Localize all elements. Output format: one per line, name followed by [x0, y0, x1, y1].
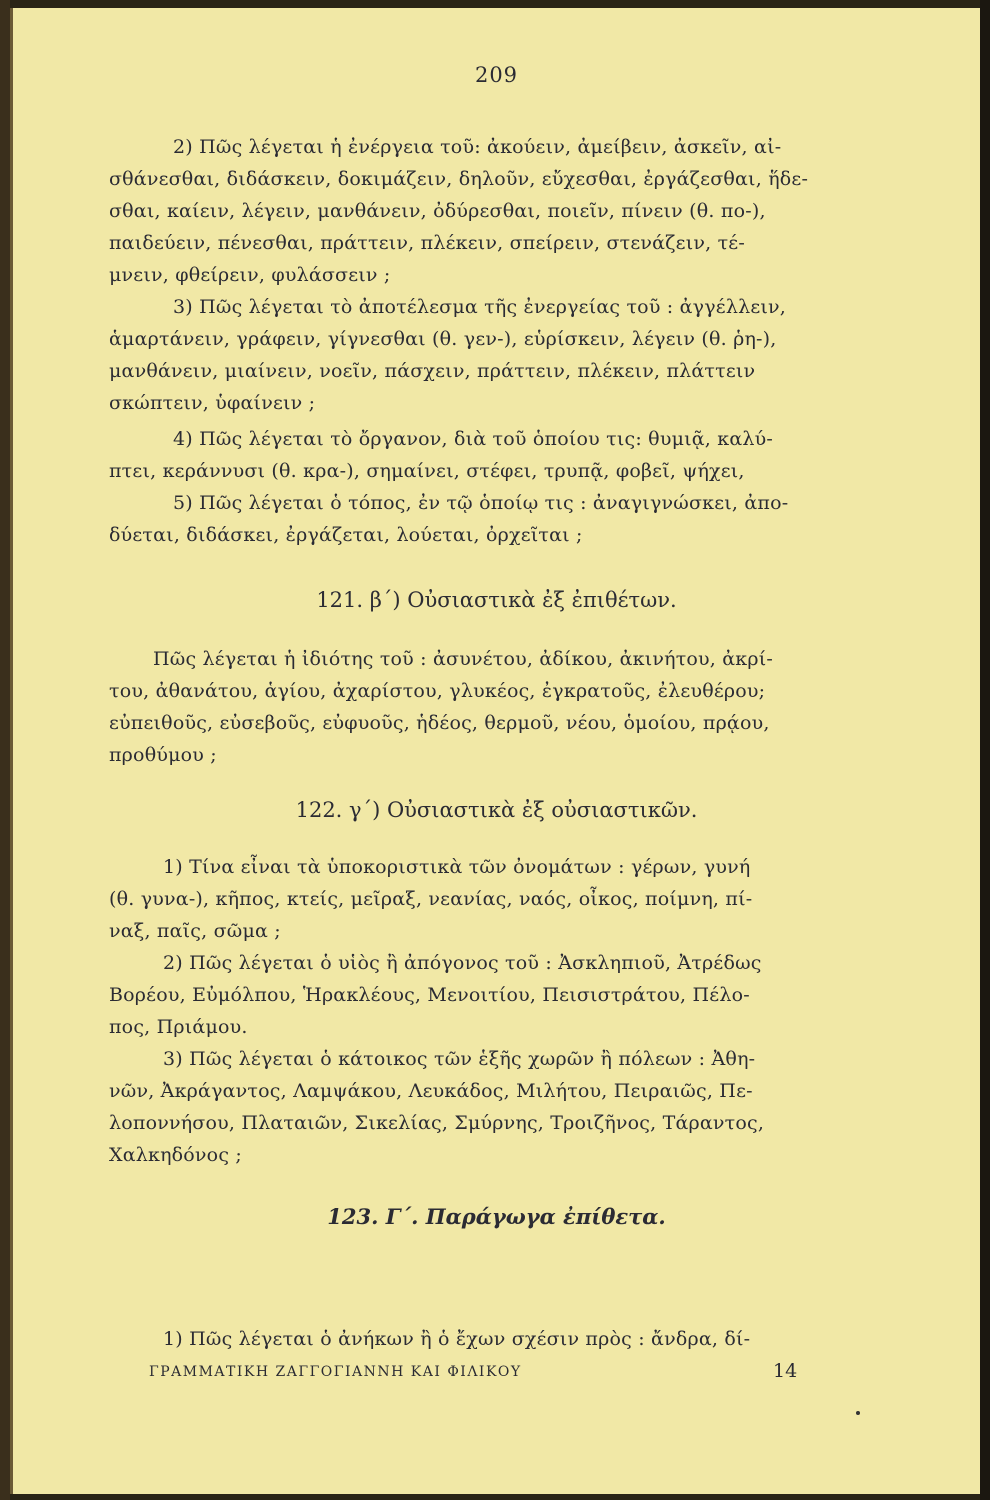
text-line: 1) Τίνα εἶναι τὰ ὑποκοριστικὰ τῶν ὀνομάτων : γέρων, γυνή — [163, 856, 751, 878]
text-line: ἁμαρτάνειν, γράφειν, γίγνεσθαι (θ. γεν-), εὑρίσκειν, λέγειν (θ. ῥη-), — [109, 328, 777, 350]
text-line: ναξ, παῖς, σῶμα ; — [109, 920, 281, 942]
footer-signature-title: ΓΡΑΜΜΑΤΙΚΗ ΖΑΓΓΟΓΙΑΝΝΗ ΚΑΙ ΦΙΛΙΚΟΥ — [149, 1364, 522, 1380]
ink-dot — [856, 1411, 860, 1415]
signature-number: 14 — [773, 1360, 798, 1382]
text-line: 3) Πῶς λέγεται ὁ κάτοικος τῶν ἑξῆς χωρῶν ἢ πόλεων : Ἀθη- — [163, 1048, 756, 1070]
text-line: 5) Πῶς λέγεται ὁ τόπος, ἐν τῷ ὁποίῳ τις : ἀναγιγνώσκει, ἀπο- — [173, 492, 789, 514]
section-heading-122: 122. γ΄) Οὐσιαστικὰ ἐξ οὐσιαστικῶν. — [295, 798, 698, 822]
text-line: νῶν, Ἀκράγαντος, Λαμψάκου, Λευκάδος, Μιλήτου, Πειραιῶς, Πε- — [109, 1080, 753, 1102]
text-line: εὐπειθοῦς, εὐσεβοῦς, εὐφυοῦς, ἡδέος, θερμοῦ, νέου, ὁμοίου, πρᾴου, — [109, 712, 770, 734]
book-page — [10, 8, 980, 1494]
text-line: πος, Πριάμου. — [109, 1016, 248, 1038]
text-line: Χαλκηδόνος ; — [109, 1144, 243, 1166]
text-line: 2) Πῶς λέγεται ὁ υἱὸς ἢ ἀπόγονος τοῦ : Ἀσκληπιοῦ, Ἀτρέδως — [163, 952, 762, 974]
text-line: Πῶς λέγεται ἡ ἰδιότης τοῦ : ἀσυνέτου, ἀδίκου, ἀκινήτου, ἀκρί- — [153, 648, 774, 670]
text-line: δύεται, διδάσκει, ἐργάζεται, λούεται, ὀρχεῖται ; — [109, 524, 583, 546]
text-line: 3) Πῶς λέγεται τὸ ἀποτέλεσμα τῆς ἐνεργείας τοῦ : ἀγγέλλειν, — [173, 296, 786, 318]
text-line: 4) Πῶς λέγεται τὸ ὄργανον, διὰ τοῦ ὁποίου τις: θυμιᾷ, καλύ- — [173, 428, 774, 450]
section-heading-121: 121. β΄) Οὐσιαστικὰ ἐξ ἐπιθέτων. — [316, 588, 677, 612]
text-line: 1) Πῶς λέγεται ὁ ἀνήκων ἢ ὁ ἔχων σχέσιν πρὸς : ἄνδρα, δί- — [163, 1328, 751, 1350]
text-line: Βορέου, Εὐμόλπου, Ἡρακλέους, Μενοιτίου, Πεισιστράτου, Πέλο- — [109, 984, 750, 1006]
text-line: προθύμου ; — [109, 744, 217, 766]
text-line: (θ. γυνα-), κῆπος, κτείς, μεῖραξ, νεανίας, ναός, οἶκος, ποίμνη, πί- — [109, 888, 753, 910]
text-line: σθαι, καίειν, λέγειν, μανθάνειν, ὀδύρεσθαι, ποιεῖν, πίνειν (θ. πο-), — [109, 200, 766, 222]
page-number: 209 — [474, 63, 519, 87]
text-line: μανθάνειν, μιαίνειν, νοεῖν, πάσχειν, πράττειν, πλέκειν, πλάττειν — [109, 360, 756, 382]
text-line: μνειν, φθείρειν, φυλάσσειν ; — [109, 264, 391, 286]
text-line: σκώπτειν, ὑφαίνειν ; — [109, 392, 316, 414]
right-book-edge — [980, 0, 990, 1500]
left-book-edge — [0, 0, 10, 1500]
text-line: 2) Πῶς λέγεται ἡ ἐνέργεια τοῦ: ἀκούειν, ἀμείβειν, ἀσκεῖν, αἰ- — [173, 136, 782, 158]
text-line: του, ἀθανάτου, ἁγίου, ἀχαρίστου, γλυκέος, ἐγκρατοῦς, ἐλευθέρου; — [109, 680, 766, 702]
text-line: λοποννήσου, Πλαταιῶν, Σικελίας, Σμύρνης, Τροιζῆνος, Τάραντος, — [109, 1112, 765, 1134]
text-line: σθάνεσθαι, διδάσκειν, δοκιμάζειν, δηλοῦν, εὔχεσθαι, ἐργάζεσθαι, ἥδε- — [109, 168, 809, 190]
text-line: παιδεύειν, πένεσθαι, πράττειν, πλέκειν, σπείρειν, στενάζειν, τέ- — [109, 232, 745, 254]
section-heading-123: 123. Γ΄. Παράγωγα ἐπίθετα. — [327, 1204, 666, 1229]
text-line: πτει, κεράννυσι (θ. κρα-), σημαίνει, στέφει, τρυπᾷ, φοβεῖ, ψήχει, — [109, 460, 745, 482]
